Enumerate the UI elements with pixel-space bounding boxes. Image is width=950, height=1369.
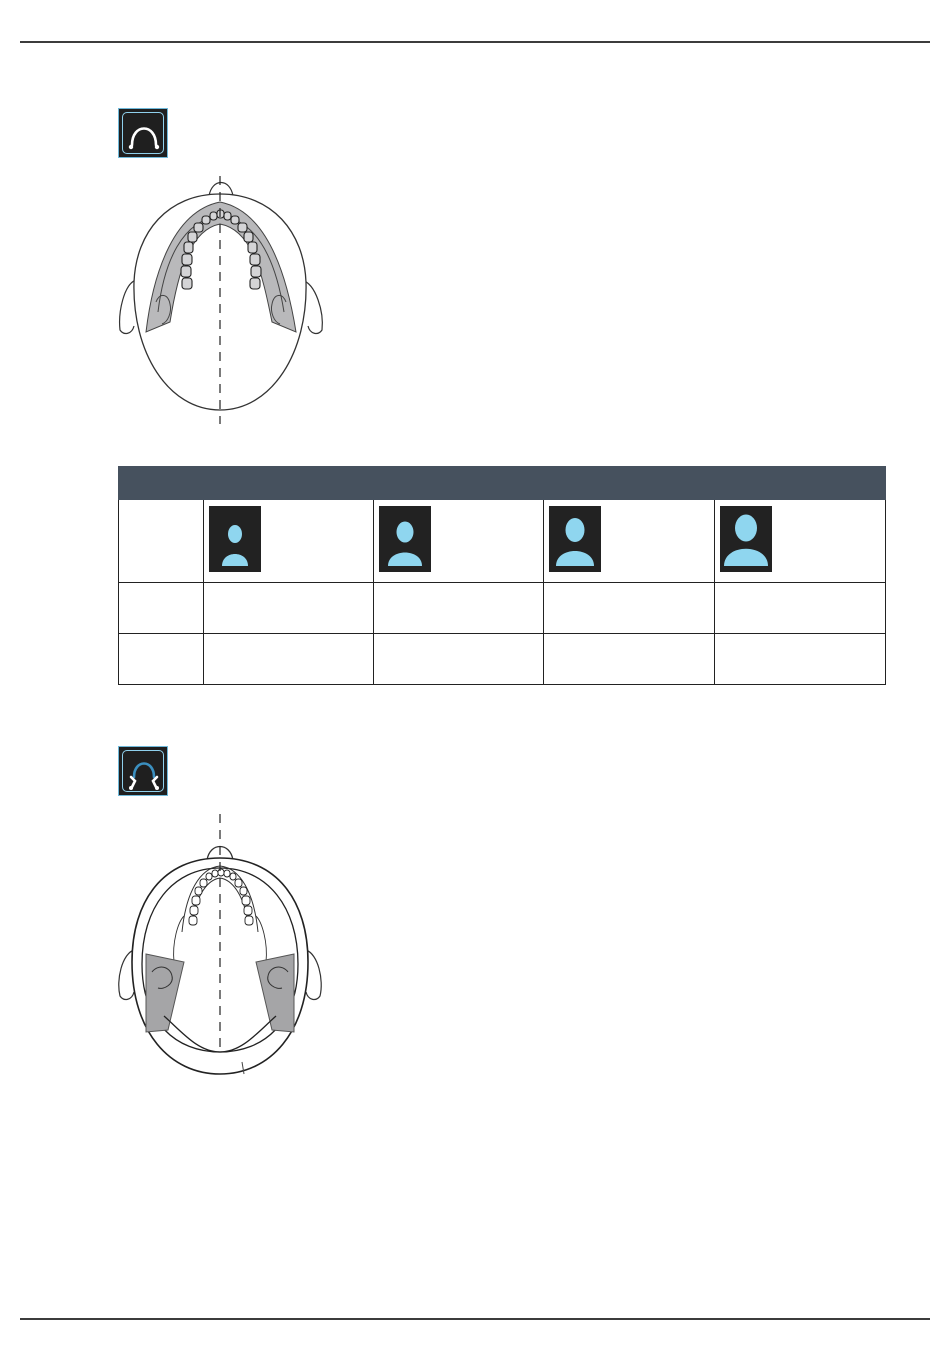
table-header-cell: [119, 467, 204, 500]
table-header-cell: [715, 467, 886, 500]
top-rule: [20, 41, 930, 43]
table-row: [119, 634, 886, 685]
dental-arch-tmj-icon: [118, 746, 168, 796]
patient-medium-adult-icon: [549, 506, 601, 572]
patient-large-adult-icon: [720, 506, 772, 572]
table-cell: [715, 583, 886, 634]
skull-top-view-tmj: [112, 812, 332, 1082]
table-header-cell: [204, 467, 374, 500]
table-header-row: [119, 467, 886, 500]
table-cell: [204, 634, 374, 685]
row-label: [119, 583, 204, 634]
table-header-cell: [544, 467, 715, 500]
patient-size-table: [118, 466, 886, 685]
table-cell: [544, 583, 715, 634]
table-row: [119, 583, 886, 634]
table-cell: [715, 634, 886, 685]
table-header-cell: [374, 467, 544, 500]
skull-top-view-standard-panoramic: [112, 172, 332, 428]
dental-arch-standard-icon: [118, 108, 168, 158]
table-cell: [204, 583, 374, 634]
patient-child-icon: [209, 506, 261, 572]
table-cell: [374, 583, 544, 634]
table-row: [119, 500, 886, 583]
patient-small-adult-icon: [379, 506, 431, 572]
table-cell: [374, 634, 544, 685]
bottom-rule: [20, 1318, 930, 1320]
table-cell: [544, 634, 715, 685]
row-label: [119, 634, 204, 685]
row-label: [119, 500, 204, 583]
